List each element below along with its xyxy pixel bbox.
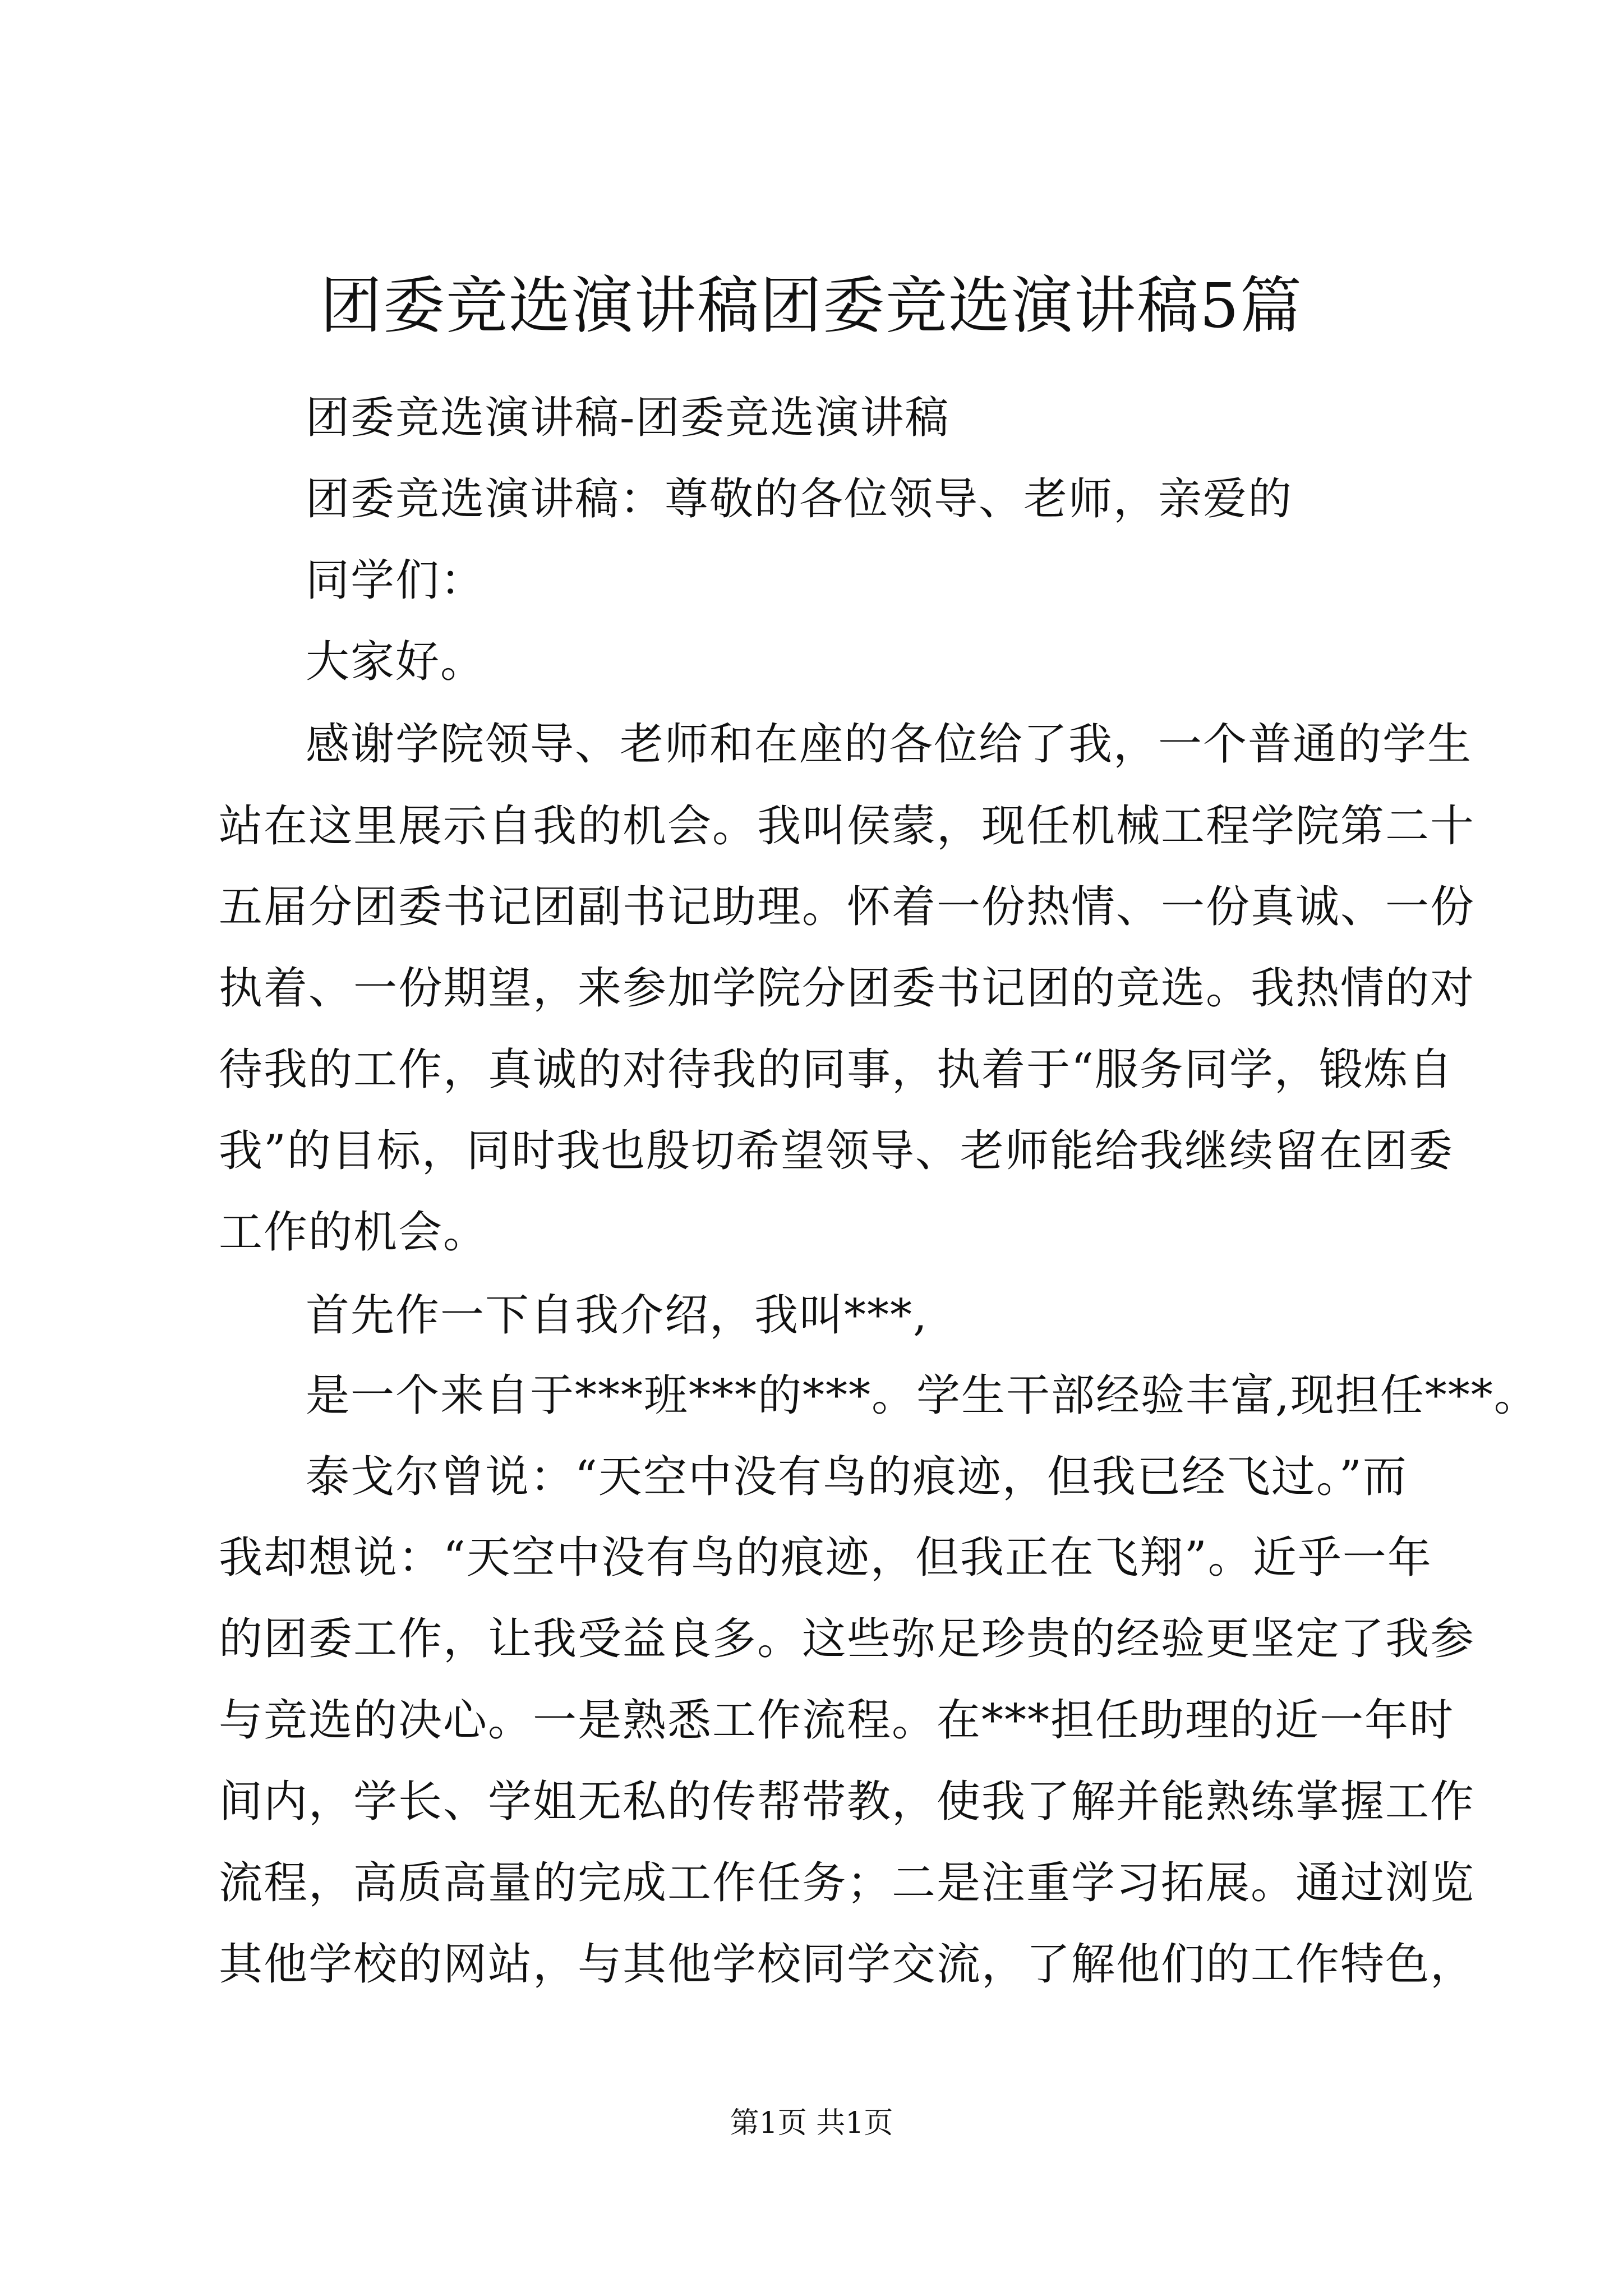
body-line-7: 五届分团委书记团副书记助理。怀着一份热情、一份真诚、一份 — [219, 882, 1476, 932]
page-footer: 第1页 共1页 — [730, 2106, 893, 2140]
body-line-4: 大家好。 — [306, 637, 486, 687]
body-line-17: 与竞选的决心。一是熟悉工作流程。在***担任助理的近一年时 — [219, 1695, 1455, 1746]
body-line-19: 流程，高质高量的完成工作任务；二是注重学习拓展。通过浏览 — [219, 1858, 1476, 1908]
body-line-20: 其他学校的网站，与其他学校同学交流，了解他们的工作特色， — [219, 1939, 1476, 1990]
body-line-18: 间内，学长、学姐无私的传帮带教，使我了解并能熟练掌握工作 — [219, 1777, 1476, 1827]
body-line-10: 我”的目标，同时我也殷切希望领导、老师能给我继续留在团委 — [219, 1126, 1454, 1176]
body-line-3: 同学们： — [306, 555, 486, 606]
body-line-11: 工作的机会。 — [219, 1207, 488, 1258]
body-line-12: 首先作一下自我介绍，我叫***, — [306, 1290, 928, 1341]
body-line-15: 我却想说：“天空中没有鸟的痕迹，但我正在飞翔”。近乎一年 — [219, 1533, 1432, 1583]
body-line-13: 是一个来自于***班***的***。学生干部经验丰富,现担任***。 — [306, 1370, 1539, 1421]
body-line-14: 泰戈尔曾说：“天空中没有鸟的痕迹，但我已经飞过。”而 — [306, 1452, 1408, 1502]
body-line-16: 的团委工作，让我受益良多。这些弥足珍贵的经验更坚定了我参 — [219, 1614, 1476, 1664]
body-line-6: 站在这里展示自我的机会。我叫侯蒙，现任机械工程学院第二十 — [219, 801, 1476, 852]
body-line-9: 待我的工作，真诚的对待我的同事，执着于“服务同学，锻炼自 — [219, 1045, 1454, 1095]
body-line-5: 感谢学院领导、老师和在座的各位给了我，一个普通的学生 — [306, 719, 1473, 770]
document-title: 团委竞选演讲稿团委竞选演讲稿5篇 — [320, 270, 1303, 342]
body-line-1: 团委竞选演讲稿-团委竞选演讲稿 — [306, 393, 950, 443]
body-line-2: 团委竞选演讲稿：尊敬的各位领导、老师，亲爱的 — [306, 474, 1293, 524]
body-line-8: 执着、一份期望，来参加学院分团委书记团的竞选。我热情的对 — [219, 963, 1476, 1014]
